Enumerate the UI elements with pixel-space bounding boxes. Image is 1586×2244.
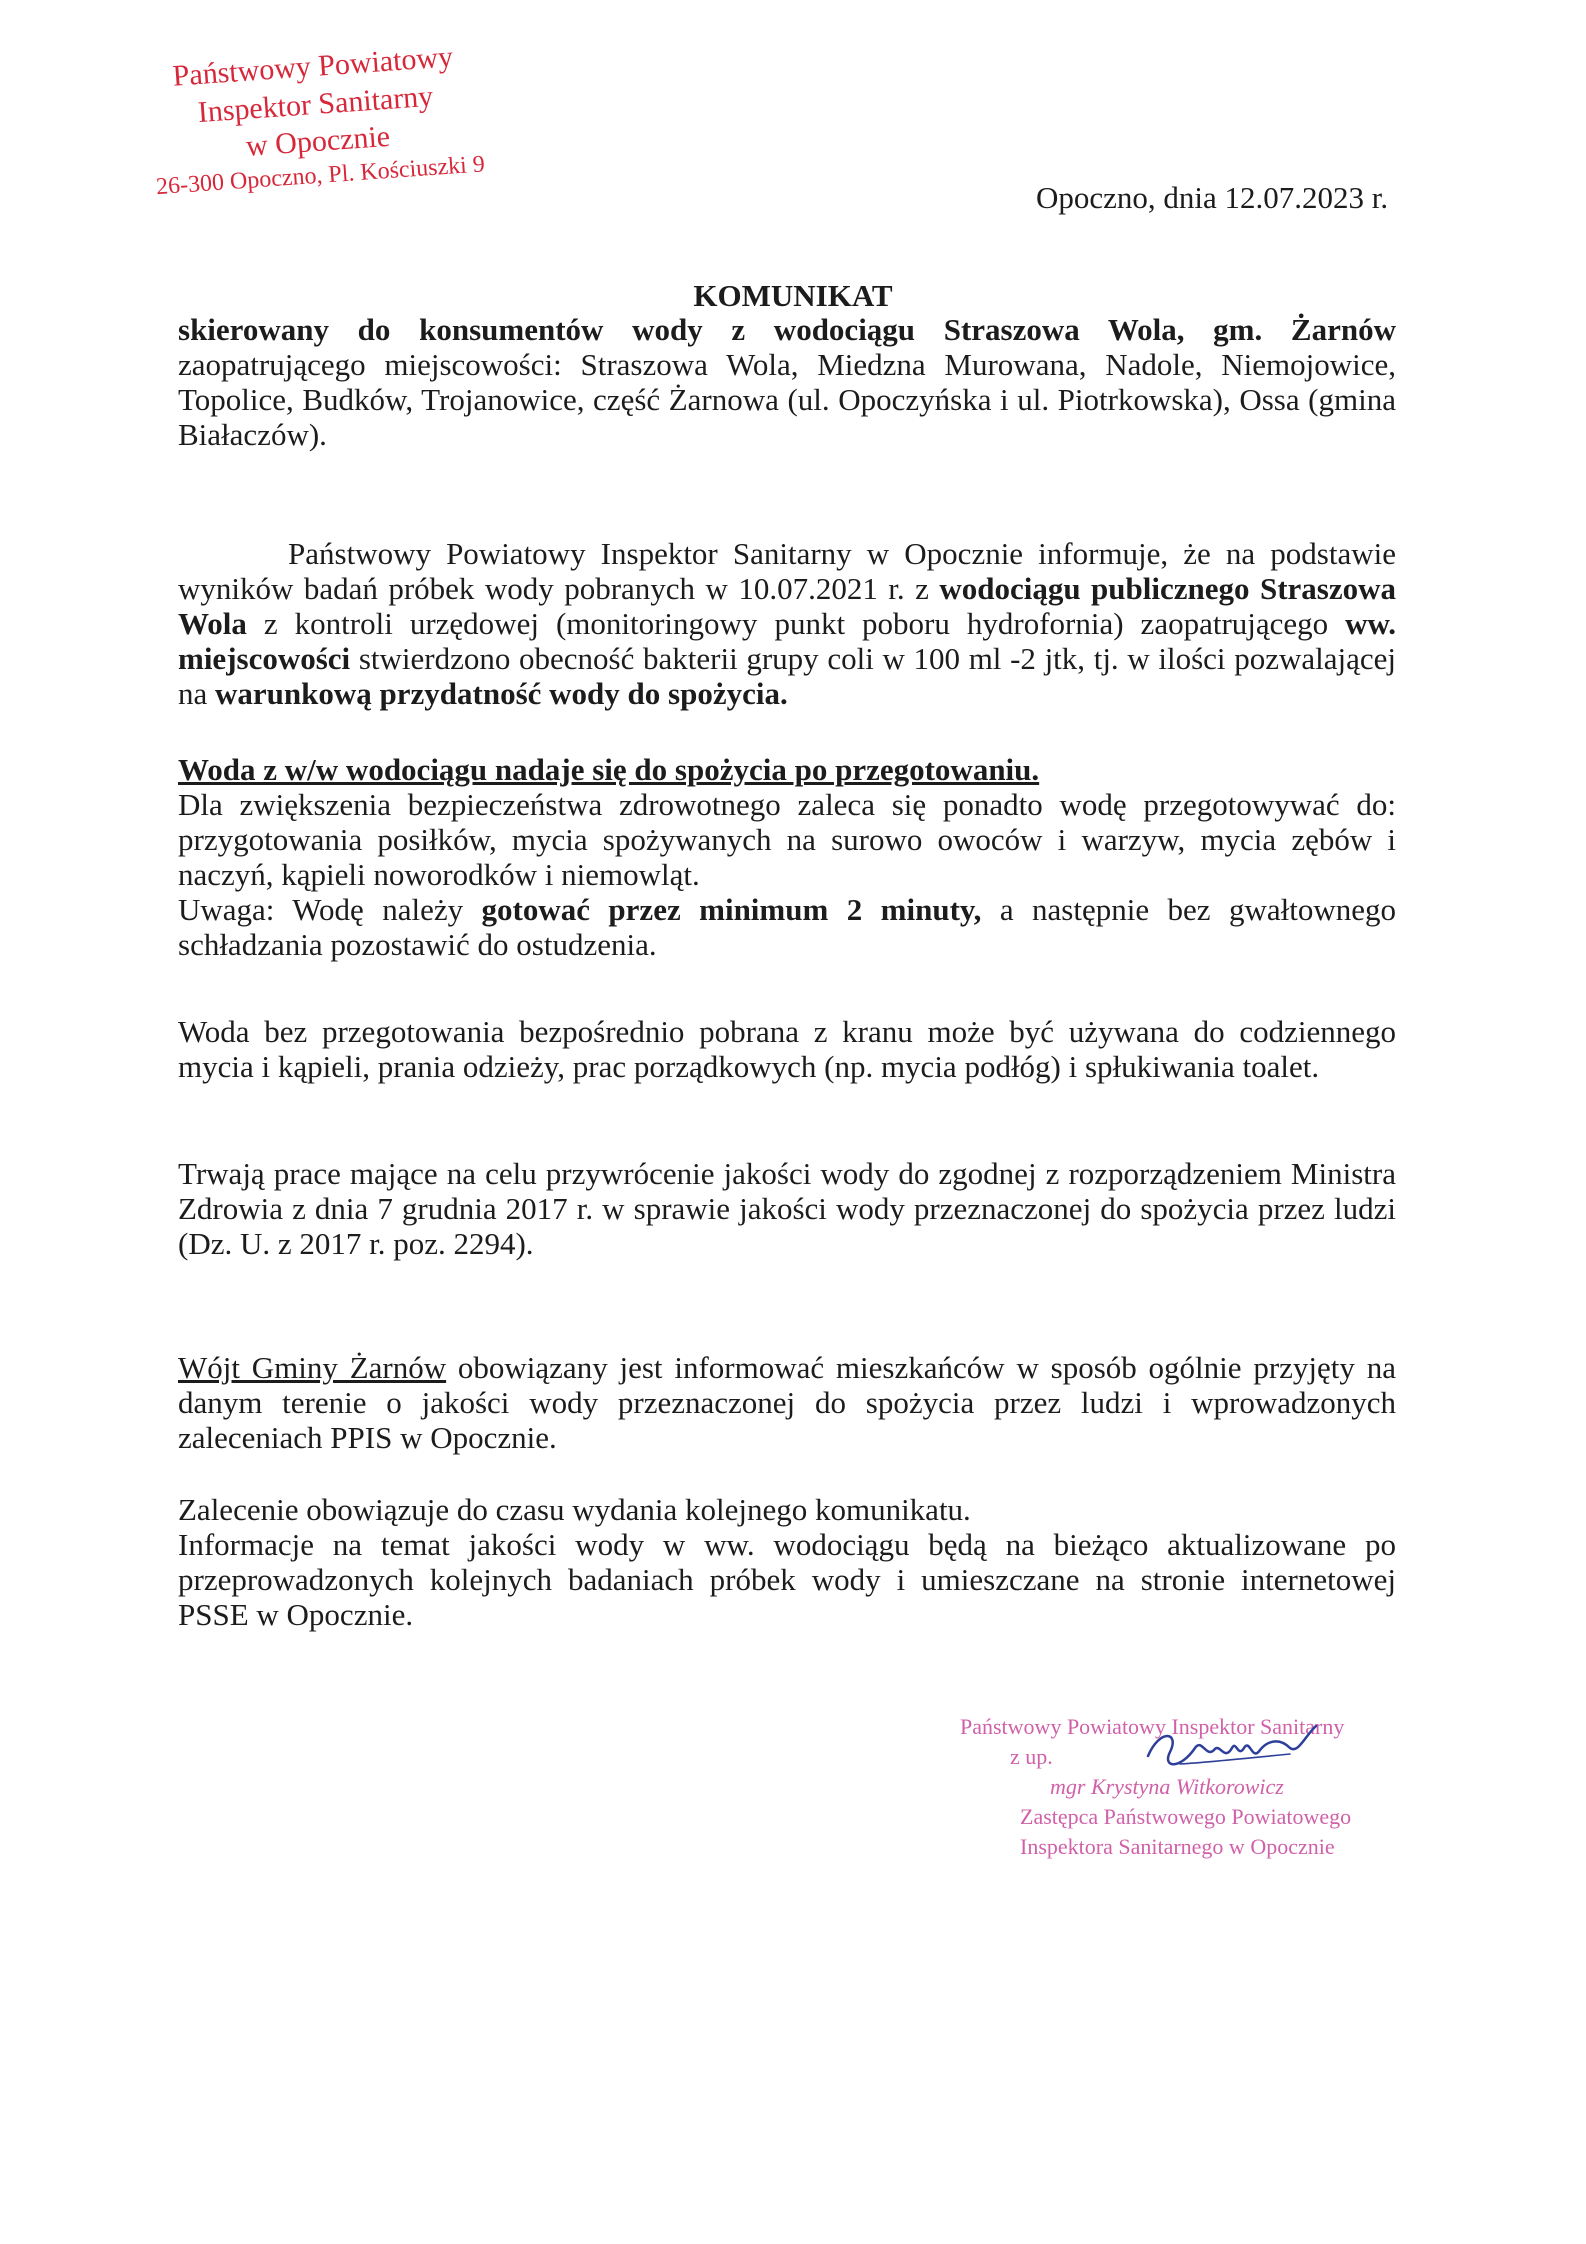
subtitle-block [178,312,1396,452]
handwritten-signature [1140,1718,1320,1788]
para4-text: Trwają prace mające na celu przywrócenie jakości wody do zgodnej z rozporządzeniem Ministra Zdrowia z dnia 7 grudnia 2017 r. w sprawie jakości wody przeznaczonej do spożycia przez ludzi (Dz. U. z 2017 r. poz. 2294). [178,1156,1396,1261]
para1-text-2: z kontroli urzędowej (monitoringowy punkt poboru hydrofornia) zaopatrującego [246,606,1346,641]
subtitle-rest: zaopatrującego miejscowości: Straszowa Wola, Miedzna Murowana, Nadole, Niemojowice, Topolice, Budków, Trojanowice, część Żarnowa (ul. Opoczyńska i ul. Piotrkowska), Ossa (gmina Białaczów). [178,347,1396,452]
para2-note-2: a następnie bez gwałtownego schładzania pozostawić do ostudzenia. [178,892,1396,962]
paragraph-6 [178,1492,1396,1632]
para1-bold-2: ww. miejscowości [178,606,1396,676]
para2-heading: Woda z w/w wodociągu nadaje się do spożycia po przegotowaniu. [178,752,1040,787]
document-date: Opoczno, dnia 12.07.2023 r. [1036,180,1389,215]
para1-bold-1: wodociągu publicznego Straszowa Wola [178,571,1396,641]
para2-note-1: Uwaga: Wodę należy [178,892,482,927]
paragraph-1 [178,536,1396,711]
paragraph-3 [178,1014,1396,1084]
para1-text-3: stwierdzono obecność bakterii grupy coli w 100 ml -2 jtk, tj. w ilości pozwalającej na [178,641,1396,711]
stamp-address: 26-300 Opoczno, Pl. Kościuszki 9 [155,150,486,200]
sig-line-4: Zastępca Państwowego Powiatowego [1020,1804,1352,1829]
para1-text-1: Państwowy Powiatowy Inspektor Sanitarny w Opocznie informuje, że na podstawie wyników badań próbek wody pobranych w 10.07.2021 r. z [178,536,1396,606]
para2-body: Dla zwiększenia bezpieczeństwa zdrowotnego zaleca się ponadto wodę przegotowywać do: przygotowania posiłków, mycia spożywanych na surowo owoców i warzyw, mycia zębów i naczyń, kąpieli noworodków i niemowląt. [178,787,1396,892]
sig-line-3: mgr Krystyna Witkorowicz [1050,1774,1284,1799]
para5-underlined: Wójt Gminy Żarnów [178,1350,447,1385]
stamp-line-2: Inspektor Sanitarny [196,79,435,129]
paragraph-5 [178,1350,1396,1455]
stamp-line-3: w Opocznie [244,119,392,163]
para3-text: Woda bez przegotowania bezpośrednio pobrana z kranu może być używana do codziennego mycia i kąpieli, prania odzieży, prac porządkowych (np. mycia podłóg) i spłukiwania toalet. [178,1014,1396,1084]
para5-rest: obowiązany jest informować mieszkańców w sposób ogólnie przyjęty na danym terenie o jakości wody przeznaczonej do spożycia przez ludzi i wprowadzonych zaleceniach PPIS w Opocznie. [178,1350,1396,1455]
subtitle-bold: skierowany do konsumentów wody z wodociągu Straszowa Wola, gm. Żarnów [178,312,1396,347]
para2-note-bold: gotować przez minimum 2 minuty, [481,892,982,927]
para1-bold-3: warunkową przydatność wody do spożycia. [215,676,788,711]
institution-stamp [112,34,521,204]
paragraph-4 [178,1156,1396,1261]
para6-line-2: Informacje na temat jakości wody w ww. wodociągu będą na bieżąco aktualizowane po przeprowadzonych kolejnych badaniach próbek wody i umieszczane na stronie internetowej PSSE w Opocznie. [178,1527,1396,1632]
sig-line-5: Inspektora Sanitarnego w Opocznie [1020,1834,1335,1859]
sig-line-2: z up. [1010,1744,1053,1769]
document-title: KOMUNIKAT [693,278,893,313]
sig-line-1: Państwowy Powiatowy Inspektor Sanitarny [960,1714,1345,1739]
para6-line-1: Zalecenie obowiązuje do czasu wydania kolejnego komunikatu. [178,1492,971,1527]
stamp-line-1: Państwowy Powiatowy [171,40,455,93]
paragraph-2 [178,752,1396,962]
